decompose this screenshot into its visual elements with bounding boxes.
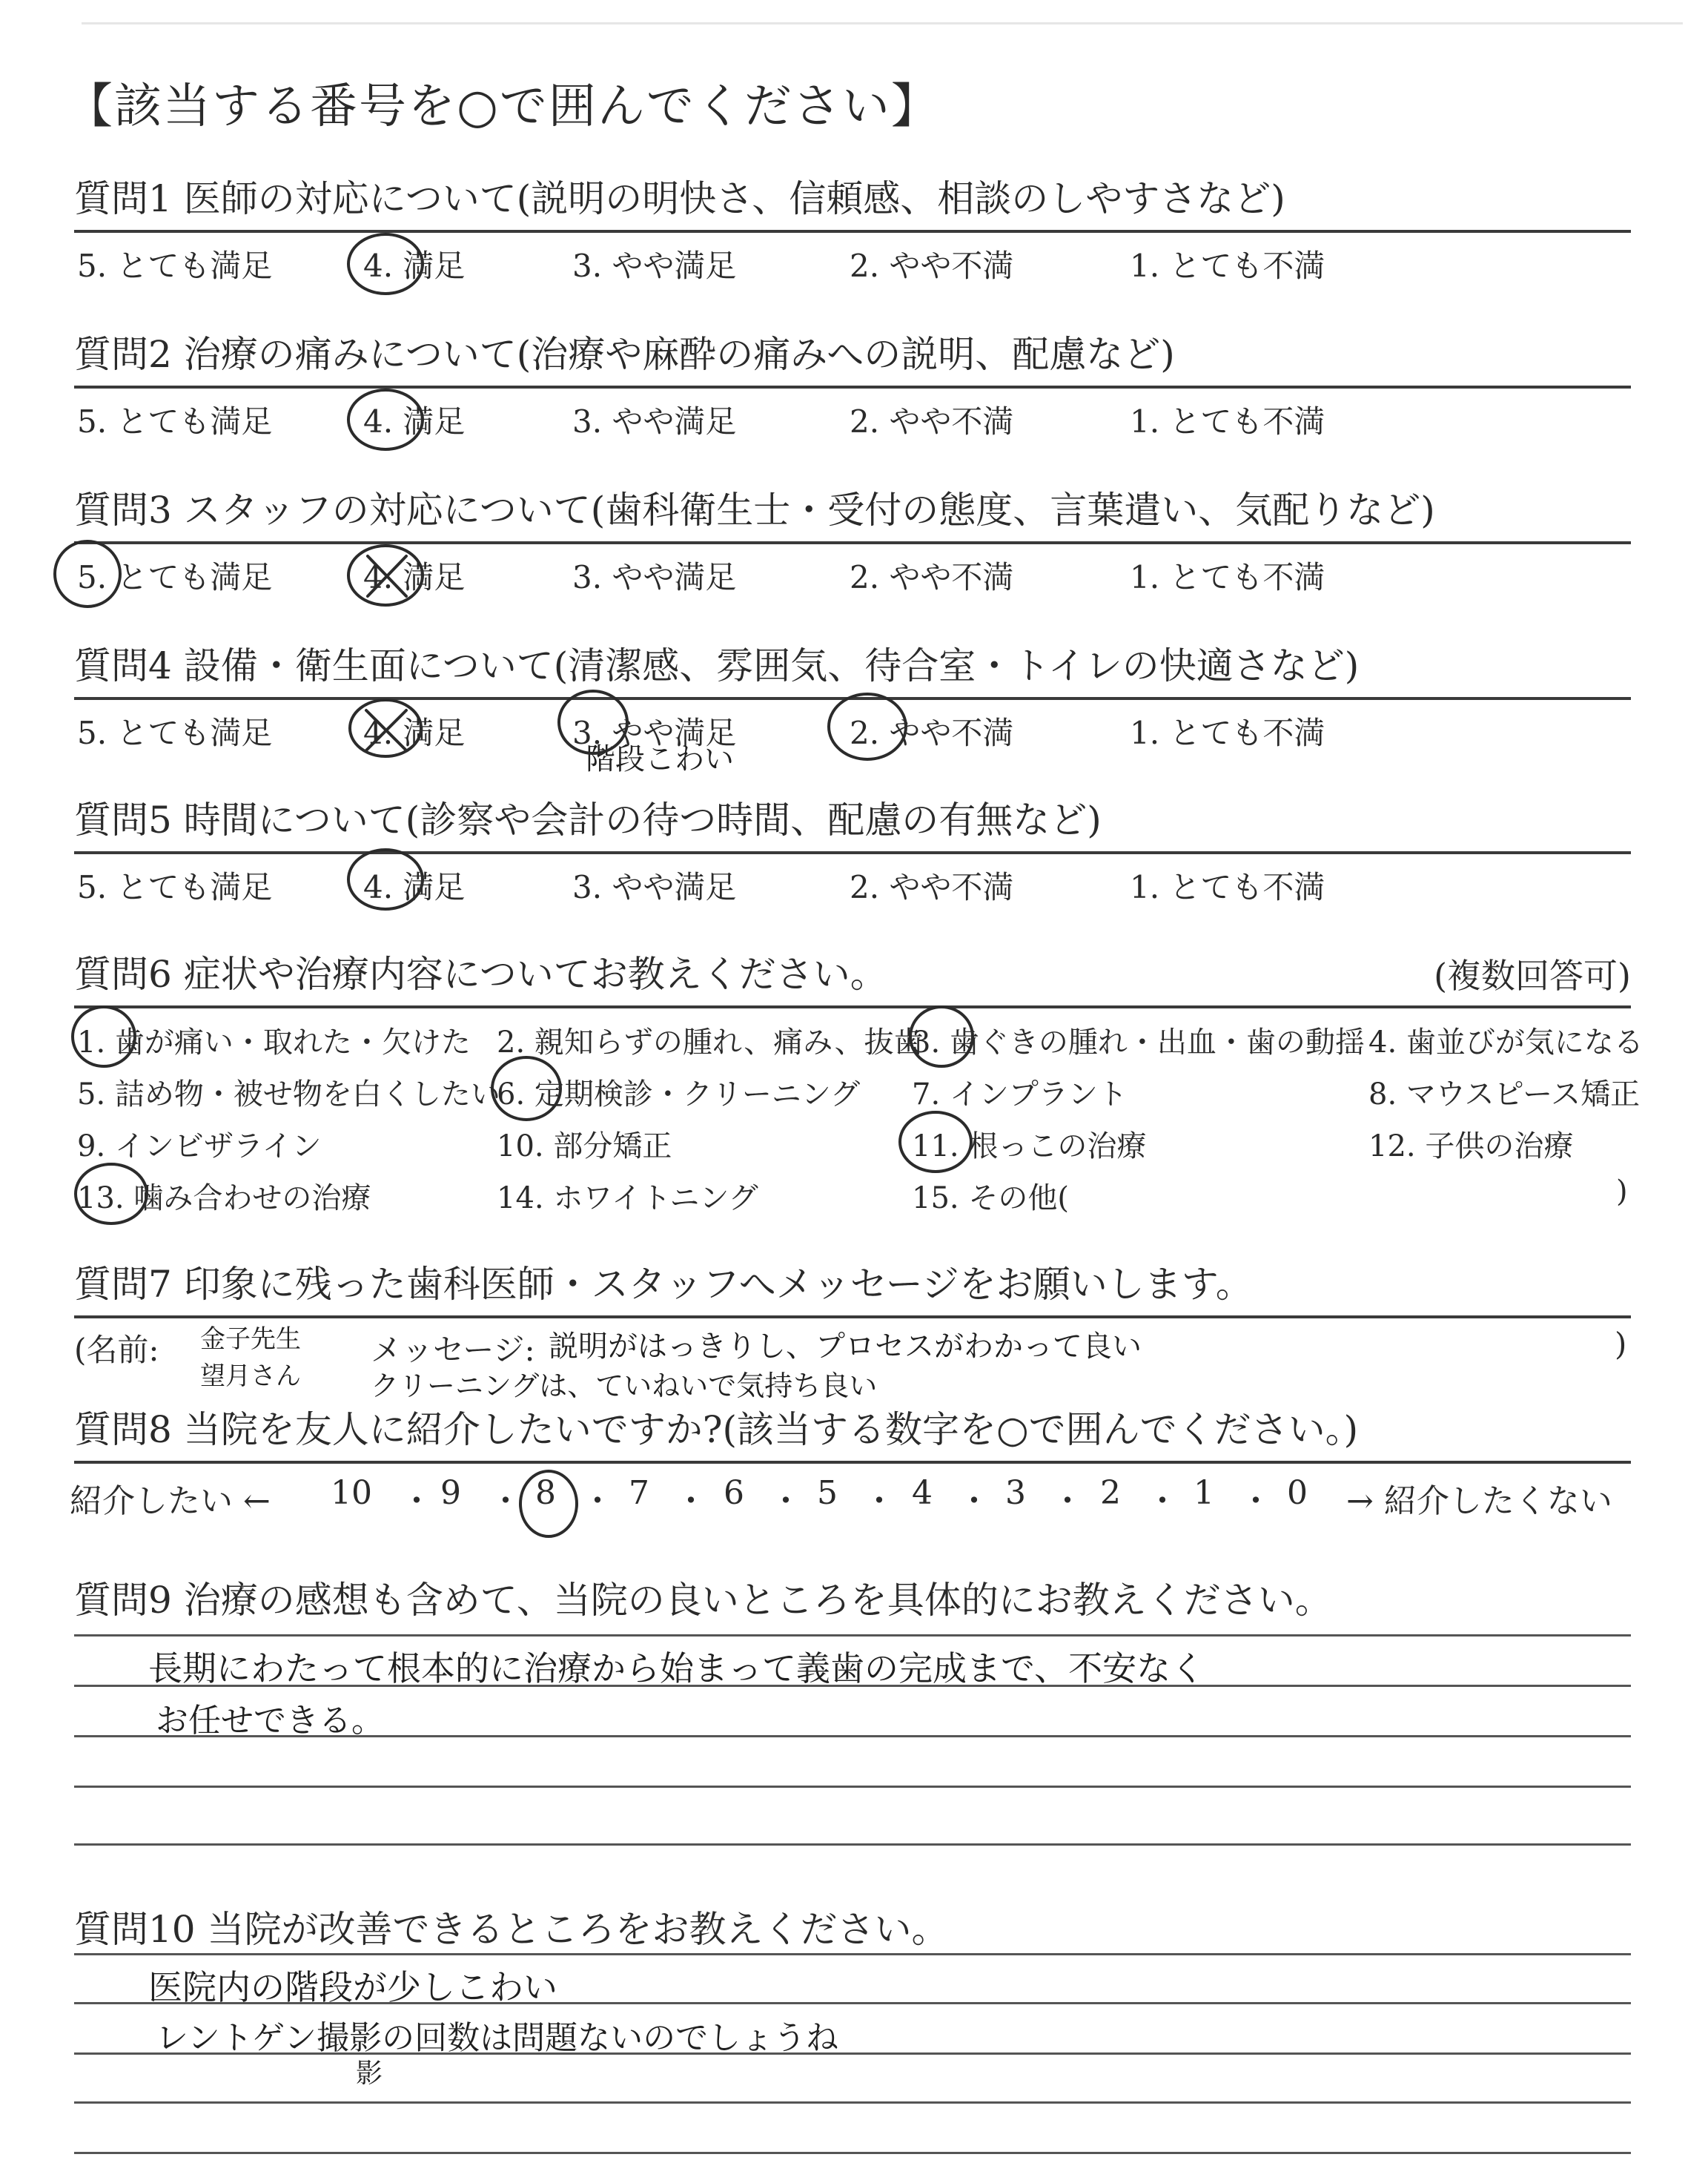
option-5[interactable]: 5. とても満足	[77, 559, 273, 595]
writing-line	[74, 1634, 1631, 1636]
writing-line	[74, 1786, 1631, 1788]
answer-options	[74, 389, 1631, 445]
question-header	[74, 774, 1631, 854]
message-close-paren: )	[1615, 1326, 1627, 1362]
answer-options	[74, 854, 1631, 911]
treatment-option-9[interactable]: 9. インビザライン	[77, 1129, 322, 1163]
question-2	[74, 308, 1631, 445]
option-4[interactable]: 4. 満足	[363, 869, 466, 905]
question-header	[74, 464, 1631, 544]
treatment-option-1[interactable]: 1. 歯が痛い・取れた・欠けた	[77, 1025, 471, 1060]
scale-separator: ・	[958, 1482, 990, 1520]
scale-left-label: 紹介したい ←	[70, 1482, 271, 1520]
treatment-options-grid	[74, 1008, 1644, 1223]
treatment-option-8[interactable]: 8. マウスピース矯正	[1368, 1077, 1641, 1112]
scale-value-2[interactable]: 2	[1100, 1474, 1121, 1512]
scale-separator: ・	[863, 1482, 896, 1520]
question-7	[74, 1238, 1631, 1400]
handwritten-answer-line-2: お任せできる。	[156, 1702, 384, 1740]
handwritten-answer-line-1: 長期にわたって根本的に治療から始まって義歯の完成まで、不安なく	[148, 1648, 1205, 1688]
option-1[interactable]: 1. とても不満	[1130, 403, 1325, 440]
scale-separator: ・	[769, 1482, 802, 1520]
scale-separator: ・	[675, 1482, 707, 1520]
treatment-option-10[interactable]: 10. 部分矯正	[497, 1129, 672, 1163]
option-2[interactable]: 2. やや不満	[850, 248, 1014, 284]
question-header	[74, 1397, 1631, 1464]
option-3[interactable]: 3. やや満足	[572, 559, 737, 595]
scale-separator: ・	[400, 1482, 433, 1520]
question-header	[74, 153, 1631, 233]
scale-value-8[interactable]: 8	[535, 1474, 556, 1512]
writing-line	[74, 1953, 1631, 1955]
scan-edge-line	[82, 22, 1683, 24]
option-3[interactable]: 3. やや満足	[572, 715, 737, 751]
treatment-option-12[interactable]: 12. 子供の治療	[1368, 1129, 1574, 1163]
answer-options	[74, 233, 1631, 289]
handwritten-message-2: クリーニングは、ていねいで気持ち良い	[371, 1370, 878, 1402]
scale-value-10[interactable]: 10	[331, 1474, 372, 1512]
scale-value-6[interactable]: 6	[724, 1474, 744, 1512]
handwritten-name-1: 金子先生	[200, 1324, 301, 1354]
scale-value-0[interactable]: 0	[1287, 1474, 1308, 1512]
page-title: 【該当する番号を○で囲んでください】	[65, 79, 940, 134]
scale-value-4[interactable]: 4	[912, 1474, 933, 1512]
option-1[interactable]: 1. とても不満	[1130, 248, 1325, 284]
question-title: 質問7 印象に残った歯科医師・スタッフへメッセージをお願いします。	[74, 1263, 1253, 1306]
scale-value-9[interactable]: 9	[440, 1474, 461, 1512]
question-5	[74, 774, 1631, 911]
option-1[interactable]: 1. とても不満	[1130, 715, 1325, 751]
question-1	[74, 153, 1631, 289]
question-title: 質問3 スタッフの対応について(歯科衛生士・受付の態度、言葉遣い、気配りなど)	[74, 489, 1435, 532]
treatment-option-3[interactable]: 3. 歯ぐきの腫れ・出血・歯の動揺	[912, 1025, 1365, 1060]
option-2[interactable]: 2. やや不満	[850, 869, 1014, 905]
question-header	[74, 1238, 1631, 1318]
scale-separator: ・	[1239, 1482, 1272, 1520]
handwritten-name-2: 望月さん	[200, 1361, 301, 1391]
scale-separator: ・	[489, 1482, 522, 1520]
treatment-option-11[interactable]: 11. 根っこの治療	[912, 1129, 1147, 1163]
question-4	[74, 620, 1631, 756]
treatment-option-4[interactable]: 4. 歯並びが気になる	[1368, 1025, 1644, 1060]
other-close-paren: )	[1616, 1175, 1628, 1209]
multiple-answers-note: (複数回答可)	[1434, 956, 1631, 996]
writing-line	[74, 2101, 1631, 2104]
survey-page: 【該当する番号を○で囲んでください】 質問1 医師の対応について(説明の明快さ、信頼感、相談のしやすさなど) 5. とても満足 4. 満足 3. やや満足 2. やや不満 1. とても不満 質問2 治療の痛みについて(治療や麻酔の痛みへの説明、配慮など) 5. とても満足 4. 満足 3. やや満足 2. やや不満 1. とても不満 質問3 スタッフの対応について(歯科衛生士・受付の態度、言葉遣い、気配りなど) 5. とても満足 4. 満足 3. やや満足 2. やや不満 1. とても不満 質問4 設備・衛生面について(清潔感、雰囲気、待合室・トイレの快適さなど) 5. とても満足 4. 満足 3. やや満足 2. やや不満 1. とても不満 階段こわい 質問5 時間について(診察や会計の待つ時間、配慮の有無など) 5. とても満足 4. 満足 3. やや満足 2. やや不満 1. とても不満 質問6 症状や治療内容についてお教えください。 (複数回答可) 1. 歯が痛い・取れた・欠けた 2. 親知らずの腫れ、痛み、抜歯 3. 歯ぐきの腫れ・出血・歯の動揺 4. 歯並びが気になる 5. 詰め物・被せ物を白くしたい 6. 定期検診・クリーニング 7. インプラント 8. マウスピース矯正 9. インビザライン 10. 部分矯正 11. 根っこの治療 12. 子供の治療 13. 噛み合わせの治療 14. ホワイトニング 15. その他( ) 質問7 印象に残った歯科医師・スタッフへメッセージをお願いします。 (名前: メッセージ: ) 金子先生 望月さん 説明がはっきりし、プロセスがわかって良い クリーニングは、ていねいで気持ち良い 質問8 当院を友人に紹介したいですか?(該当する数字を○で囲んでください。) 紹介したい ← 10 ・ 9 ・ 8 ・ 7 ・ 6 ・ 5 ・ 4 ・ 3 ・ 2 ・ 1 ・ 0 → 紹介したくない 質問9 治療の感想も含めて、当院の良いところを具体的にお教えください。 長期にわたって根本的に治療から始まって義歯の完成まで、不安なく お任せできる。 質問10 当院が改善できるところをお教えください。 医院内の階段が少しこわい レントゲン撮影の回数は問題ないのでしょうね 影	[0, 0, 1708, 2160]
question-title: 質問2 治療の痛みについて(治療や麻酔の痛みへの説明、配慮など)	[74, 333, 1175, 376]
recommend-scale	[70, 1464, 1631, 1530]
message-label: メッセージ:	[371, 1332, 535, 1368]
option-3[interactable]: 3. やや満足	[572, 248, 737, 284]
treatment-option-6[interactable]: 6. 定期検診・クリーニング	[497, 1077, 861, 1112]
treatment-option-15[interactable]: 15. その他(	[912, 1181, 1069, 1215]
question-title: 質問8 当院を友人に紹介したいですか?(該当する数字を○で囲んでください。)	[74, 1408, 1359, 1451]
answer-options	[74, 700, 1631, 756]
scale-separator: ・	[1051, 1482, 1084, 1520]
question-title: 質問1 医師の対応について(説明の明快さ、信頼感、相談のしやすさなど)	[74, 177, 1285, 220]
question-header	[74, 928, 1631, 1008]
question-title: 質問5 時間について(診察や会計の待つ時間、配慮の有無など)	[74, 799, 1102, 842]
question-title: 質問4 設備・衛生面について(清潔感、雰囲気、待合室・トイレの快適さなど)	[74, 644, 1360, 687]
option-5[interactable]: 5. とても満足	[77, 248, 273, 284]
writing-line	[74, 1843, 1631, 1846]
option-1[interactable]: 1. とても不満	[1130, 559, 1325, 595]
option-2[interactable]: 2. やや不満	[850, 403, 1014, 440]
option-4[interactable]: 4. 満足	[363, 715, 466, 751]
option-1[interactable]: 1. とても不満	[1130, 869, 1325, 905]
question-header	[74, 620, 1631, 700]
treatment-option-13[interactable]: 13. 噛み合わせの治療	[77, 1181, 371, 1215]
message-area	[74, 1318, 1631, 1400]
handwritten-answer-line-2: レントゲン撮影の回数は問題ないのでしょうね	[156, 2019, 839, 2057]
scale-value-1[interactable]: 1	[1194, 1474, 1214, 1512]
treatment-option-5[interactable]: 5. 詰め物・被せ物を白くしたい	[77, 1077, 500, 1112]
handwritten-insertion: 影	[356, 2058, 383, 2089]
scale-separator: ・	[1146, 1482, 1179, 1520]
treatment-option-2[interactable]: 2. 親知らずの腫れ、痛み、抜歯	[497, 1025, 924, 1060]
option-3[interactable]: 3. やや満足	[572, 403, 737, 440]
handwritten-message-1: 説明がはっきりし、プロセスがわかって良い	[549, 1330, 1142, 1364]
question-title: 質問6 症状や治療内容についてお教えください。	[74, 953, 887, 996]
scale-right-label: → 紹介したくない	[1346, 1482, 1612, 1520]
question-8	[70, 1397, 1631, 1530]
option-4[interactable]: 4. 満足	[363, 403, 466, 440]
question-3	[74, 464, 1631, 601]
option-4[interactable]: 4. 満足	[363, 248, 466, 284]
handwritten-answer-line-1: 医院内の階段が少しこわい	[148, 1967, 557, 2007]
handwritten-note-q4: 階段こわい	[586, 742, 734, 776]
option-2[interactable]: 2. やや不満	[850, 559, 1014, 595]
question-header	[74, 308, 1631, 389]
scale-separator: ・	[581, 1482, 614, 1520]
scale-value-3[interactable]: 3	[1005, 1474, 1026, 1512]
option-5[interactable]: 5. とても満足	[77, 715, 273, 751]
option-3[interactable]: 3. やや満足	[572, 869, 737, 905]
answer-options	[74, 544, 1631, 601]
option-5[interactable]: 5. とても満足	[77, 403, 273, 440]
scale-value-5[interactable]: 5	[817, 1474, 838, 1512]
question-6	[74, 928, 1644, 1223]
treatment-option-14[interactable]: 14. ホワイトニング	[497, 1181, 758, 1215]
scale-value-7[interactable]: 7	[629, 1474, 649, 1512]
treatment-option-7[interactable]: 7. インプラント	[912, 1077, 1128, 1112]
writing-line	[74, 2152, 1631, 2154]
option-5[interactable]: 5. とても満足	[77, 869, 273, 905]
option-2[interactable]: 2. やや不満	[850, 715, 1014, 751]
option-4[interactable]: 4. 満足	[363, 559, 466, 595]
name-label: (名前:	[74, 1332, 159, 1368]
